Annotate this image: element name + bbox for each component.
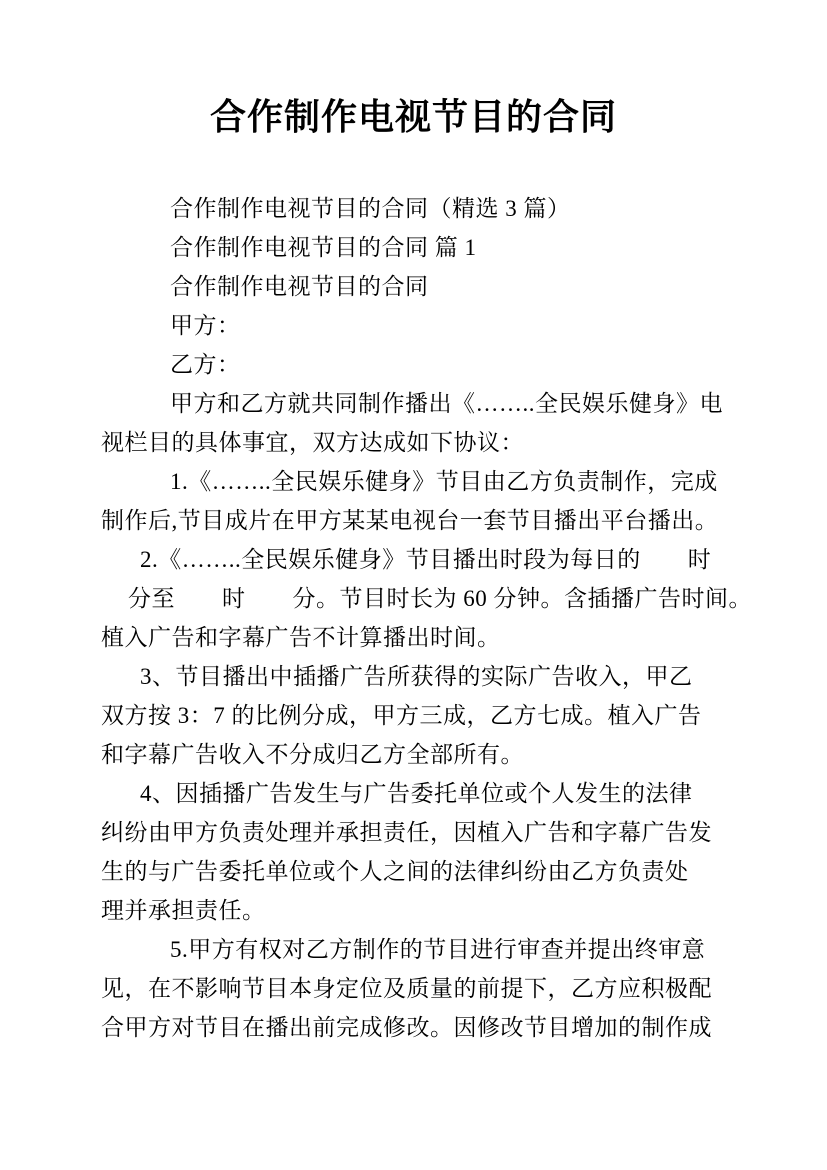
text-line: 3、节目播出中插播广告所获得的实际广告收入，甲乙 [140,664,693,689]
text-line: 纠纷由甲方负责处理并承担责任，因植入广告和字幕广告发 [101,820,712,845]
text-line: 甲方和乙方就共同制作播出《……..全民娱乐健身》电 [170,391,723,416]
text-line: 生的与广告委托单位或个人之间的法律纠纷由乙方负责处 [101,859,689,884]
text-line: 制作后,节目成片在甲方某某电视台一套节目播出平台播出。 [101,508,719,533]
text-line: 植入广告和字幕广告不计算播出时间。 [101,625,501,650]
text-line: 合作制作电视节目的合同 篇 1 [170,235,477,260]
text-line: 4、因插播广告发生与广告委托单位或个人发生的法律 [140,781,693,806]
text-line: 双方按 3：7 的比例分成，甲方三成，乙方七成。植入广告 [101,703,702,728]
text-line: 和字幕广告收入不分成归乙方全部所有。 [101,742,524,767]
document-body [101,189,752,1047]
text-line: 合作制作电视节目的合同 [170,274,429,299]
text-line: 5.甲方有权对乙方制作的节目进行审查并提出终审意 [170,937,706,962]
text-line: 理并承担责任。 [101,898,266,923]
text-line: 视栏目的具体事宜，双方达成如下协议： [101,430,524,455]
text-line: 2.《……..全民娱乐健身》节目播出时段为每日的 时 [140,547,712,572]
text-line: 乙方： [170,352,241,377]
text-line: 甲方： [170,313,241,338]
text-line: 合甲方对节目在播出前完成修改。因修改节目增加的制作成 [101,1015,712,1040]
page-title: 合作制作电视节目的合同 [209,97,617,137]
text-line: 分至 时 分。节目时长为 60 分钟。含插播广告时间。 [128,586,752,611]
text-line: 合作制作电视节目的合同（精选 3 篇） [170,196,571,221]
text-line: 1.《……..全民娱乐健身》节目由乙方负责制作，完成 [170,469,718,494]
text-line: 见，在不影响节目本身定位及质量的前提下，乙方应积极配 [101,976,712,1001]
